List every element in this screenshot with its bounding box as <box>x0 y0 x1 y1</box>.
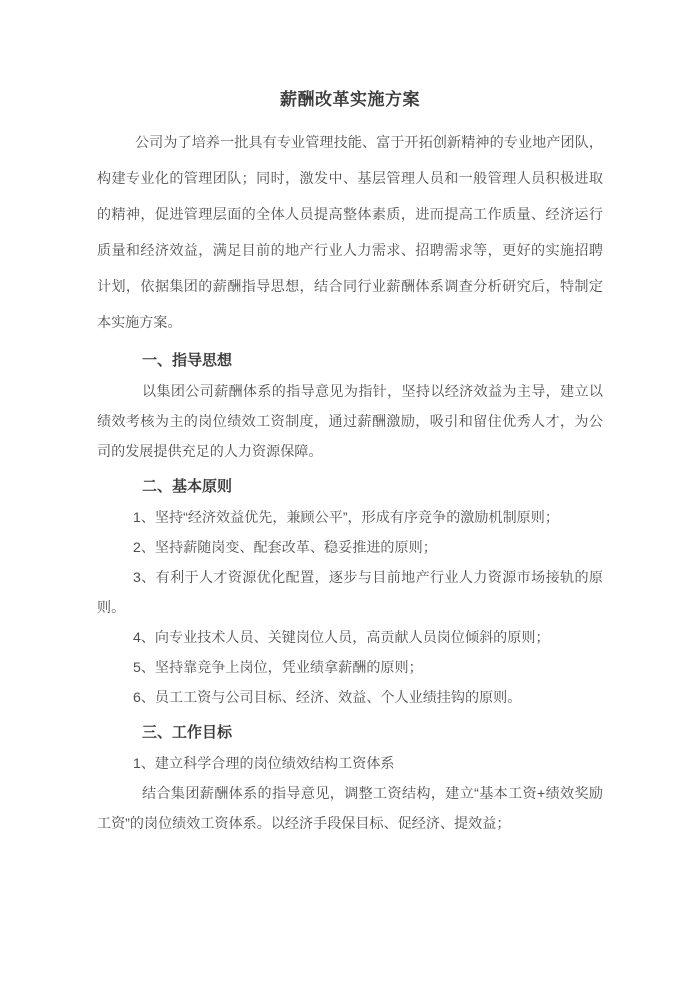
principle-item-6: 6、员工工资与公司目标、经济、效益、个人业绩挂钩的原则。 <box>133 689 522 705</box>
principle-item-4: 4、向专业技术人员、关键岗位人员，高贡献人员岗位倾斜的原则； <box>133 629 550 645</box>
principle-item-1: 1、坚持“经济效益优先，兼顾公平”，形成有序竞争的激励机制原则； <box>133 509 559 525</box>
section-1-body: 以集团公司薪酬体系的指导意见为指针，坚持以经济效益为主导，建立以绩效考核为主的岗位绩效工资制度，通过薪酬激励，吸引和留住优秀人才，为公司的发展提供充足的人力资源保障。 <box>97 383 603 459</box>
intro-paragraph: 公司为了培养一批具有专业管理技能、富于开拓创新精神的专业地产团队，构建专业化的管理团队；同时，激发中、基层管理人员和一般管理人员积极进取的精神，促进管理层面的全体人员提高整体素质，进而提高工作质量、经济运行质量和经济效益，满足目前的地产行业人力需求、招聘需求等，更好的实施招聘计划，依据集团的薪酬指导思想，结合同行业薪酬体系调查分析研究后，特制定本实施方案。 <box>97 134 603 330</box>
principle-item-5: 5、坚持靠竞争上岗位，凭业绩拿薪酬的原则； <box>133 659 423 675</box>
section-3-subheading: 1、建立科学合理的岗位绩效结构工资体系 <box>133 755 395 771</box>
section-3-heading: 三、工作目标 <box>142 724 233 741</box>
section-1-heading: 一、指导思想 <box>142 352 233 369</box>
section-3-body: 结合集团薪酬体系的指导意见，调整工资结构，建立“基本工资+绩效奖励工资”的岗位绩效工资体系。以经济手段保目标、促经济、提效益； <box>97 785 603 831</box>
section-2-heading: 二、基本原则 <box>142 478 233 495</box>
principle-item-2: 2、坚持薪随岗变、配套改革、稳妥推进的原则； <box>133 539 437 555</box>
principle-item-3: 3、有利于人才资源优化配置，逐步与目前地产行业人力资源市场接轨的原则。 <box>97 569 603 615</box>
document-title: 薪酬改革实施方案 <box>280 90 420 109</box>
